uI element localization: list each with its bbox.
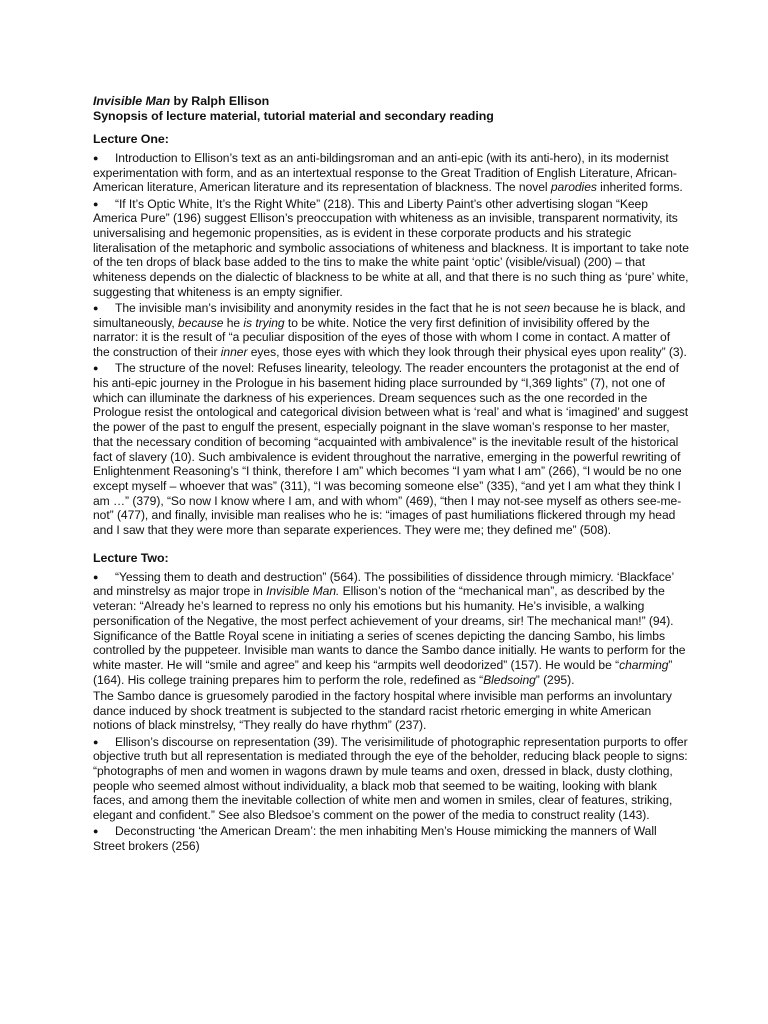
- lecture-two-paragraph: The Sambo dance is gruesomely parodied in the factory hospital where invisible man performs an involuntary dance induced by shock treatment is subjected to the standard racist rhetoric emerging in white American notions of black minstrelsy, “They really do have rhythm” (237).: [93, 688, 672, 733]
- lecture-two-point-1: ● “Yessing them to death and destruction” (564). The possibilities of dissidence through mimicry. ‘Blackface’ and minstrelsy as major trope in Invisible Man. Ellison’s notion of the “mechanical man”, as described by the veteran: “Already he’s learned to repress no only his emotions but his humanity. He’s invisible, a walking personification of the Negative, the most perfect achievement of your dreams, sir! The mechanical man!” (94). Significance of the Battle Royal scene in initiating a series of scenes depicting the dancing Sambo, his limbs controlled by the puppeteer. Invisible man wants to dance the Sambo dance initially. He wants to perform for the white master. He will “smile and agree” and keep his “armpits well deodorized” (157). He would be “charming” (164). His college training prepares him to perform the role, redefined as “Bledsoing” (295).: [93, 569, 686, 687]
- document-page: [93, 94, 689, 855]
- lecture-one-point-4: ● The structure of the novel: Refuses linearity, teleology. The reader encounters the protagonist at the end of his anti-epic journey in the Prologue in his basement hiding place surrounded by “I,369 lights” (7), not one of which can illuminate the darkness of his experiences. Dream sequences such as the one recorded in the Prologue resist the ontological and categorical division between what is ‘real’ and what is ‘imagined’ and suggest the power of the past to engulf the present, especially poignant in the slave woman’s response to her master, that the necessary condition of becoming “acquainted with ambivalence” is the inevitable result of the historical fact of slavery (10). Such ambivalence is evident throughout the narrative, emerging in the powerful rewriting of Enlightenment Reasoning’s “I think, therefore I am” which becomes “I yam what I am” (266), “I would be no one except myself – whoever that was” (311), “I was becoming someone else” (335), “and yet I am what they think I am …” (379), “So now I know where I am, and with whom” (469), “then I may not-see myself as others see-me-not” (477), and finally, invisible man realises who he is: “images of past humiliations flickered through my head and I saw that they were more than separate experiences. They were me; they defined me” (508).: [93, 361, 689, 538]
- book-author: by Ralph Ellison: [170, 94, 270, 108]
- bullet-icon: ●: [93, 736, 99, 747]
- document-subtitle: Synopsis of lecture material, tutorial material and secondary reading: [93, 109, 494, 123]
- bullet-icon: ●: [93, 826, 99, 837]
- bullet-icon: ●: [93, 571, 99, 582]
- lecture-one-point-3: ● The invisible man’s invisibility and anonymity resides in the fact that he is not seen because he is black, and simultaneously, because he is trying to be white. Notice the very first definition of invisibility offered by the narrator: it is the result of “a peculiar disposition of the eyes of those with whom I come in contact. A matter of the construction of their inner eyes, those eyes with which they look through their physical eyes upon reality” (3).: [93, 301, 687, 360]
- lecture-two-heading: Lecture Two:: [93, 550, 169, 565]
- document-title: [93, 94, 689, 109]
- lecture-two-point-2: ● Ellison’s discourse on representation (39). The verisimilitude of photographic representation purports to offer objective truth but all representation is mediated through the eye of the beholder, reducing black people to signs: “photographs of men and women in wagons drawn by mule teams and oxen, dressed in black, dusty clothing, people who seemed almost without individuality, a black mob that seemed to be waiting, looking with blank faces, and among them the inevitable collection of white men and women in smiles, clear of features, striking, elegant and confident.” See also Bledsoe’s comment on the power of the media to construct reality (143).: [93, 734, 688, 823]
- lecture-one-point-1: ● Introduction to Ellison’s text as an anti-bildingsroman and an anti-epic (with its anti-hero), in its modernist experimentation with form, and as an intertextual response to the Great Tradition of English Literature, African-American literature, American literature and its representation of blackness. The novel parodies inherited forms.: [93, 151, 683, 195]
- book-title: Invisible Man: [93, 94, 171, 108]
- bullet-icon: ●: [93, 363, 99, 374]
- bullet-icon: ●: [93, 198, 99, 209]
- bullet-icon: ●: [93, 303, 99, 314]
- bullet-icon: ●: [93, 153, 99, 163]
- lecture-one-heading: Lecture One:: [93, 132, 169, 146]
- lecture-one-point-2: ● “If It’s Optic White, It’s the Right White” (218). This and Liberty Paint’s other advertising slogan “Keep America Pure” (196) suggest Ellison’s preoccupation with whiteness as an invisible, transparent normativity, its universalising and hegemonic propensities, as is evident in these corporate products and his strategic literalisation of the metaphoric and symbolic associations of whiteness and blackness. It is important to take note of the ten drops of black base added to the tins to make the white paint ‘optic’ (visible/visual) (200) – that whiteness depends on the dialectic of blackness to be white at all, and that there is no such thing as ‘pure’ white, suggesting that whiteness is an empty signifier.: [93, 196, 689, 299]
- lecture-two-point-3: ● Deconstructing ‘the American Dream’: the men inhabiting Men’s House mimicking the manners of Wall Street brokers (256): [93, 824, 657, 853]
